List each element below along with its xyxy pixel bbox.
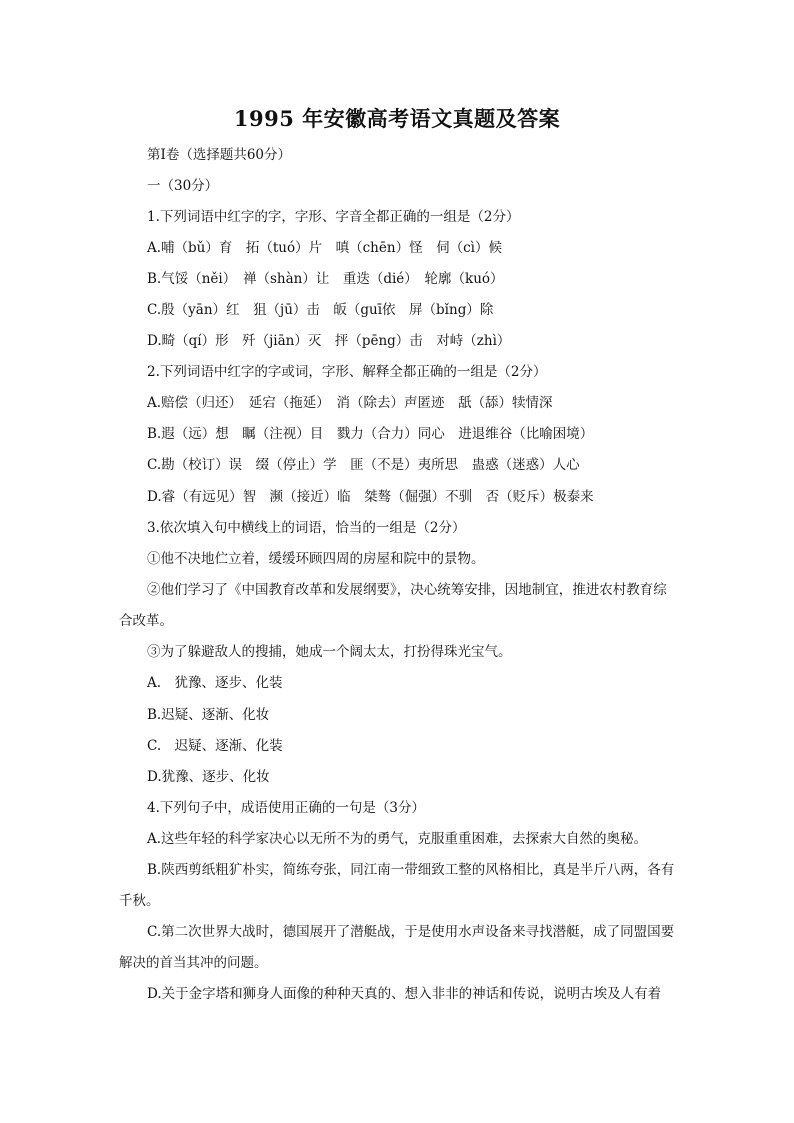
question-2-option-d: D.睿（有远见）智 濒（接近）临 桀骜（倔强）不驯 否（贬斥）极泰来 [147,489,594,505]
question-4-option-d: D.关于金字塔和狮身人面像的种种天真的、想入非非的神话和传说，说明古埃及人有着 [147,986,662,1002]
section-heading: 第Ⅰ卷（选择题共60分） [147,147,292,163]
page-title: 1995 年安徽高考语文真题及答案 [233,106,561,131]
question-3-option-b: B.迟疑、逐渐、化妆 [147,707,270,723]
question-2-stem: 2.下列词语中红字的字或词，字形、解释全都正确的一组是（2分） [147,364,547,380]
question-3-option-c: C. 迟疑、逐渐、化装 [147,738,283,754]
question-3-sentence-1: ①他不决地伫立着，缓缓环顾四周的房屋和院中的景物。 [147,551,485,567]
question-3-stem: 3.依次填入句中横线上的词语，恰当的一组是（2分） [147,520,466,536]
question-4-option-a: A.这些年轻的科学家决心以无所不为的勇气，克服重重困难，去探索大自然的奥秘。 [147,831,648,847]
question-3-option-d: D.犹豫、逐步、化妆 [147,769,270,785]
question-1-option-a: A.哺（bǔ）育 拓（tuó）片 嗔（chēn）怪 伺（cì）候 [147,240,502,256]
question-3-sentence-2: ②他们学习了《中国教育改革和发展纲要》，决心统筹安排，因地制宜，推进农村教育综合改革。 [119,582,667,629]
question-4-option-c: C.第二次世界大战时，德国展开了潜艇战，于是使用水声设备来寻找潜艇，成了同盟国要解决的首当其冲的问题。 [119,924,675,971]
question-2-option-a: A.赔偿（归还） 延宕（拖延） 消（除去）声匿迹 舐（舔）犊情深 [147,395,553,411]
question-2-option-b: B.遐（远）想 瞩（注视）目 戮力（合力）同心 进退维谷（比喻困境） [147,426,594,442]
question-1-option-b: B.气馁（něi） 禅（shàn）让 重迭（dié） 轮廓（kuó） [147,271,504,287]
question-4-option-b: B.陕西剪纸粗犷朴实，简练夸张，同江南一带细致工整的风格相比，真是半斤八两，各有千秋。 [119,862,675,909]
question-3-sentence-3: ③为了躲避敌人的搜捕，她成一个阔太太，打扮得珠光宝气。 [147,644,512,660]
question-1-option-c: C.殷（yān）红 狙（jū）击 皈（guī依 屏（bǐng）除 [147,302,494,318]
question-2-option-c: C.勘（校订）误 缀（停止）学 匪（不是）夷所思 蛊惑（迷惑）人心 [147,457,580,473]
question-4-stem: 4.下列句子中，成语使用正确的一句是（3分） [147,800,425,816]
question-1-option-d: D.畸（qí）形 歼（jiān）灭 抨（pēng）击 对峙（zhì） [147,333,511,349]
question-3-option-a: A. 犹豫、逐步、化装 [147,675,283,691]
part-heading: 一（30分） [147,178,219,194]
question-1-stem: 1.下列词语中红字的字，字形、字音全都正确的一组是（2分） [147,209,520,225]
